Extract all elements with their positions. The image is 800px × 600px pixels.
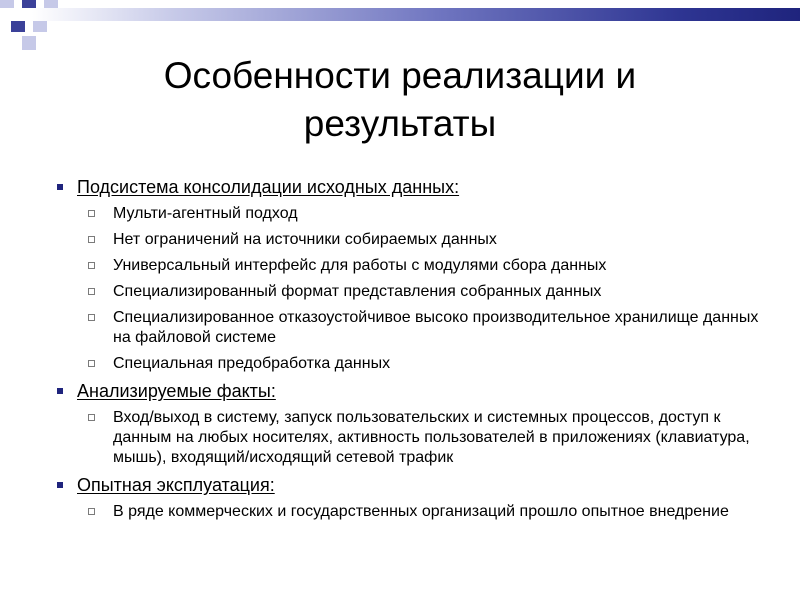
list-item: [0, 230, 800, 250]
list-item-text: Универсальный интерфейс для работы с модулями сбора данных: [113, 257, 607, 274]
list-item-text: Мульти-агентный подход: [113, 205, 298, 222]
slide-title-line1: Особенности реализации и: [163, 55, 637, 96]
hollow-square-bullet-icon: [88, 210, 95, 217]
list-item: [0, 256, 800, 276]
list-item: [0, 354, 800, 374]
header-gradient-band: [0, 8, 800, 21]
slide-title: [40, 52, 760, 148]
list-item-text: Специальная предобработка данных: [113, 355, 391, 372]
hollow-square-bullet-icon: [88, 414, 95, 421]
section-heading-text: Анализируемые факты:: [77, 381, 276, 401]
hollow-square-bullet-icon: [88, 508, 95, 515]
square-bullet-icon: [57, 184, 63, 190]
hollow-square-bullet-icon: [88, 236, 95, 243]
slide-content: [0, 176, 800, 528]
list-item-text: В ряде коммерческих и государственных организаций прошло опытное внедрение: [113, 503, 729, 520]
square-bullet-icon: [57, 482, 63, 488]
list-item-text: Специализированный формат представления собранных данных: [113, 283, 602, 300]
square-bullet-icon: [57, 388, 63, 394]
list-item-text: Вход/выход в систему, запуск пользовательских и системных процессов, доступ к данным на любых носителях, активность пользователей в приложениях (клавиатура, мышь), входящий/исходящий сетевой трафик: [113, 409, 750, 466]
hollow-square-bullet-icon: [88, 262, 95, 269]
list-item: [0, 282, 800, 302]
section-heading-text: Опытная эксплуатация:: [77, 475, 275, 495]
hollow-square-bullet-icon: [88, 360, 95, 367]
list-item: [0, 502, 800, 522]
list-item: [0, 408, 800, 468]
section-heading: [0, 176, 800, 198]
list-item-text: Специализированное отказоустойчивое высоко производительное хранилище данных на файловой системе: [113, 309, 759, 346]
slide-title-line2: результаты: [303, 103, 497, 144]
section-heading-text: Подсистема консолидации исходных данных:: [77, 177, 460, 197]
hollow-square-bullet-icon: [88, 314, 95, 321]
list-item: [0, 308, 800, 348]
list-item-text: Нет ограничений на источники собираемых данных: [113, 231, 497, 248]
hollow-square-bullet-icon: [88, 288, 95, 295]
section-heading: [0, 380, 800, 402]
list-item: [0, 204, 800, 224]
corner-square: [22, 36, 36, 50]
section-heading: [0, 474, 800, 496]
